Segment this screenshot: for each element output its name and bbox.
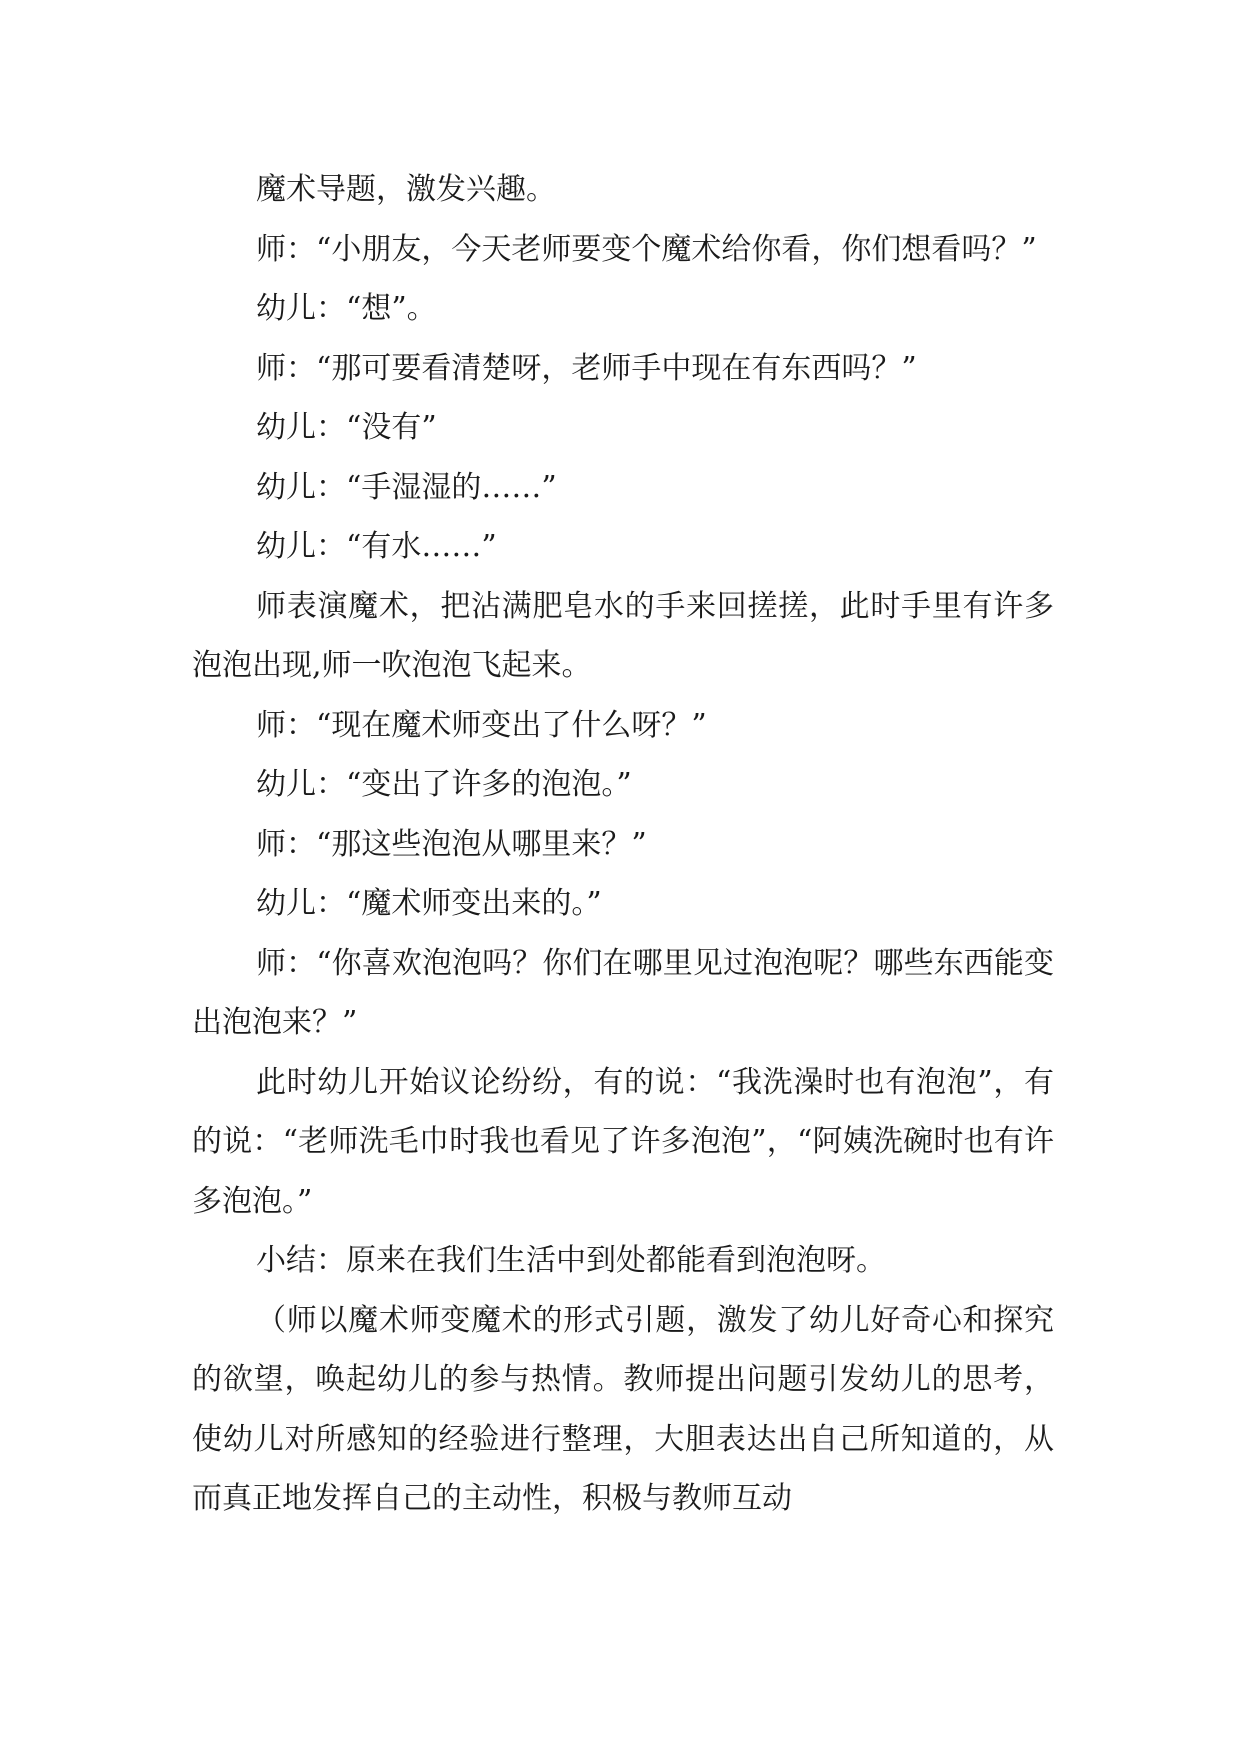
paragraph-teacher-line: 师：“那可要看清楚呀，老师手中现在有东西吗？” (256, 350, 917, 386)
paragraph-teacher-line: 师：“你喜欢泡泡吗？你们在哪里见过泡泡呢？哪些东西能变出泡泡来？” (192, 945, 1054, 1040)
paragraph-child-line: 幼儿：“变出了许多的泡泡。” (256, 767, 632, 802)
paragraph-narration: 此时幼儿开始议论纷纷，有的说：“我洗澡时也有泡泡”，有的说：“老师洗毛巾时我也看见了许多泡泡”，“阿姨洗碗时也有许多泡泡。” (192, 1064, 1054, 1219)
document-body (192, 160, 1054, 1529)
paragraph-child-line: 幼儿：“魔术师变出来的。” (256, 886, 602, 921)
paragraph-summary: 小结：原来在我们生活中到处都能看到泡泡呀。 (256, 1243, 886, 1278)
paragraph-child-line: 幼儿：“有水……” (256, 529, 497, 564)
paragraph-child-line: 幼儿：“手湿湿的……” (256, 469, 557, 505)
paragraph-narration: 师表演魔术，把沾满肥皂水的手来回搓搓，此时手里有许多泡泡出现,师一吹泡泡飞起来。 (192, 588, 1054, 683)
paragraph-teacher-line: 师：“那这些泡泡从哪里来？” (256, 826, 647, 862)
paragraph-commentary: （师以魔术师变魔术的形式引题，激发了幼儿好奇心和探究的欲望，唤起幼儿的参与热情。教师提出问题引发幼儿的思考，使幼儿对所感知的经验进行整理，大胆表达出自己所知道的，从而真正地发挥自己的主动性，积极与教师互动 (192, 1302, 1054, 1516)
paragraph-teacher-line: 师：“小朋友，今天老师要变个魔术给你看，你们想看吗？” (256, 231, 1037, 267)
paragraph-intro-heading: 魔术导题，激发兴趣。 (256, 172, 556, 207)
paragraph-child-line: 幼儿：“没有” (256, 410, 437, 445)
paragraph-teacher-line: 师：“现在魔术师变出了什么呀？” (256, 707, 707, 743)
paragraph-child-line: 幼儿：“想”。 (256, 291, 437, 326)
